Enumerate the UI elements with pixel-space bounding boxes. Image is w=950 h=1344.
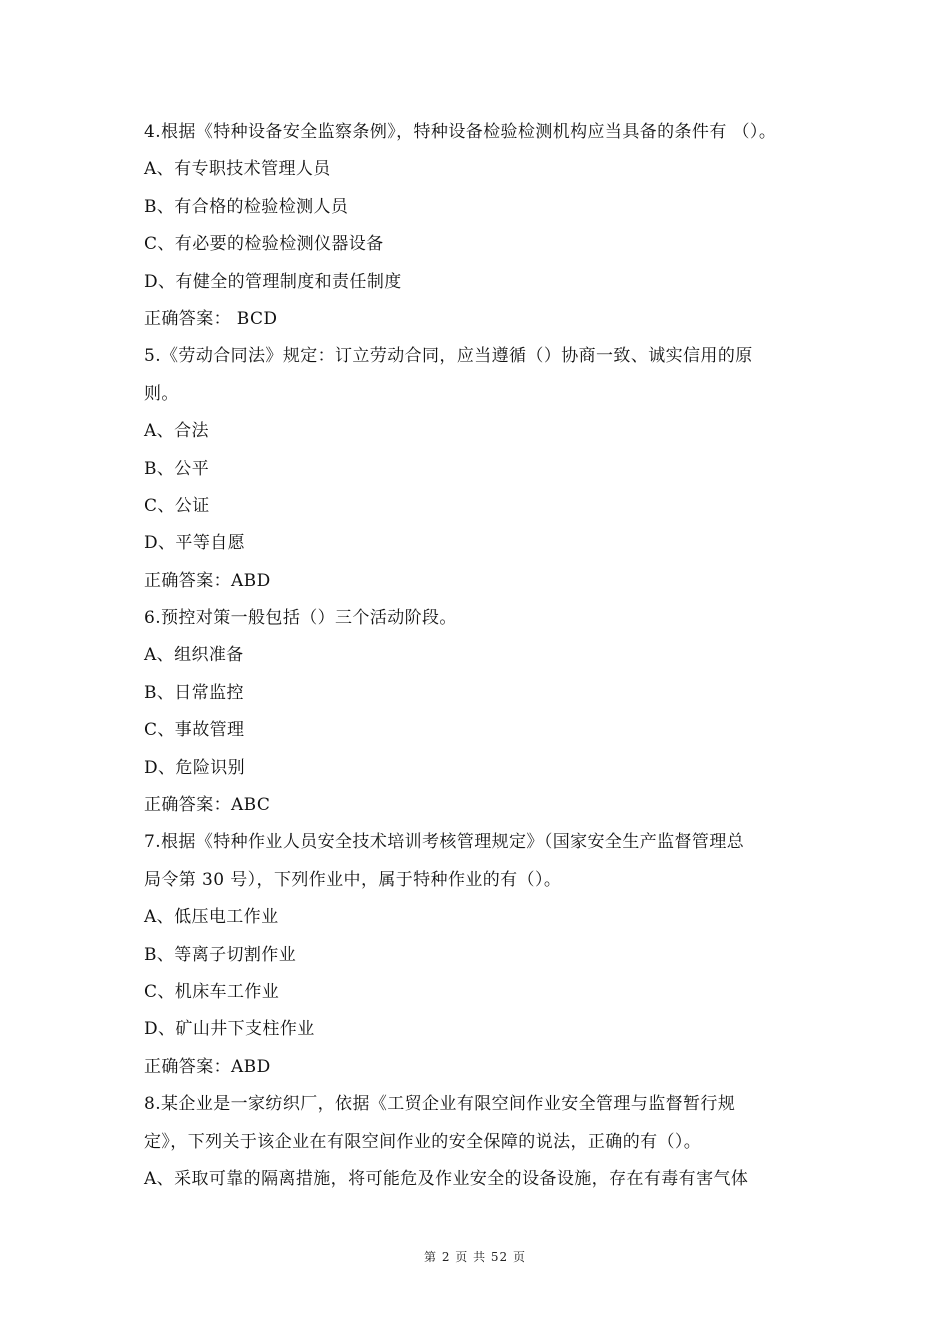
option-d: D、矿山井下支柱作业	[144, 1019, 315, 1040]
page-footer: 第 2 页 共 52 页	[424, 1250, 526, 1264]
option-d: D、平等自愿	[144, 533, 246, 554]
answer: 正确答案： BCD	[144, 308, 278, 329]
question-8	[144, 1086, 808, 1198]
question-text-line-2: 定》，下列关于该企业在有限空间作业的安全保障的说法，正确的有（）。	[144, 1131, 702, 1152]
question-text-line-1: 7.根据《特种作业人员安全技术培训考核管理规定》（国家安全生产监督管理总	[144, 832, 745, 853]
option-c: C、公证	[144, 495, 210, 516]
option-a: A、低压电工作业	[144, 907, 279, 928]
option-d: D、危险识别	[144, 757, 246, 778]
question-text-line-2: 局令第 30 号），下列作业中，属于特种作业的有（）。	[144, 869, 562, 890]
question-text: 4.根据《特种设备安全监察条例》，特种设备检验检测机构应当具备的条件有 （）。	[144, 122, 777, 142]
answer: 正确答案：ABD	[144, 1056, 271, 1077]
question-text-line-1: 8.某企业是一家纺织厂，依据《工贸企业有限空间作业安全管理与监督暂行规	[144, 1094, 736, 1115]
option-b: B、日常监控	[144, 682, 244, 703]
option-c: C、机床车工作业	[144, 981, 280, 1002]
question-text: 6.预控对策一般包括（）三个活动阶段。	[144, 608, 457, 629]
page-content	[144, 114, 808, 1198]
option-c: C、事故管理	[144, 720, 245, 741]
option-d: D、有健全的管理制度和责任制度	[144, 271, 402, 292]
question-5	[144, 338, 808, 600]
option-a: A、组织准备	[144, 645, 244, 666]
question-text-line-2: 则。	[144, 383, 179, 404]
option-b: B、公平	[144, 458, 210, 479]
question-4	[144, 114, 808, 338]
option-a: A、有专职技术管理人员	[144, 159, 331, 180]
question-text-line-1: 5.《劳动合同法》规定：订立劳动合同，应当遵循（）协商一致、诚实信用的原	[144, 346, 753, 367]
option-c: C、有必要的检验检测仪器设备	[144, 234, 384, 255]
answer: 正确答案：ABC	[144, 795, 271, 816]
option-a: A、采取可靠的隔离措施，将可能危及作业安全的设备设施，存在有毒有害气体	[144, 1168, 749, 1189]
question-7	[144, 824, 808, 1086]
answer: 正确答案：ABD	[144, 570, 271, 591]
question-6	[144, 600, 808, 824]
option-a: A、合法	[144, 421, 209, 442]
option-b: B、有合格的检验检测人员	[144, 196, 349, 217]
option-b: B、等离子切割作业	[144, 944, 297, 965]
